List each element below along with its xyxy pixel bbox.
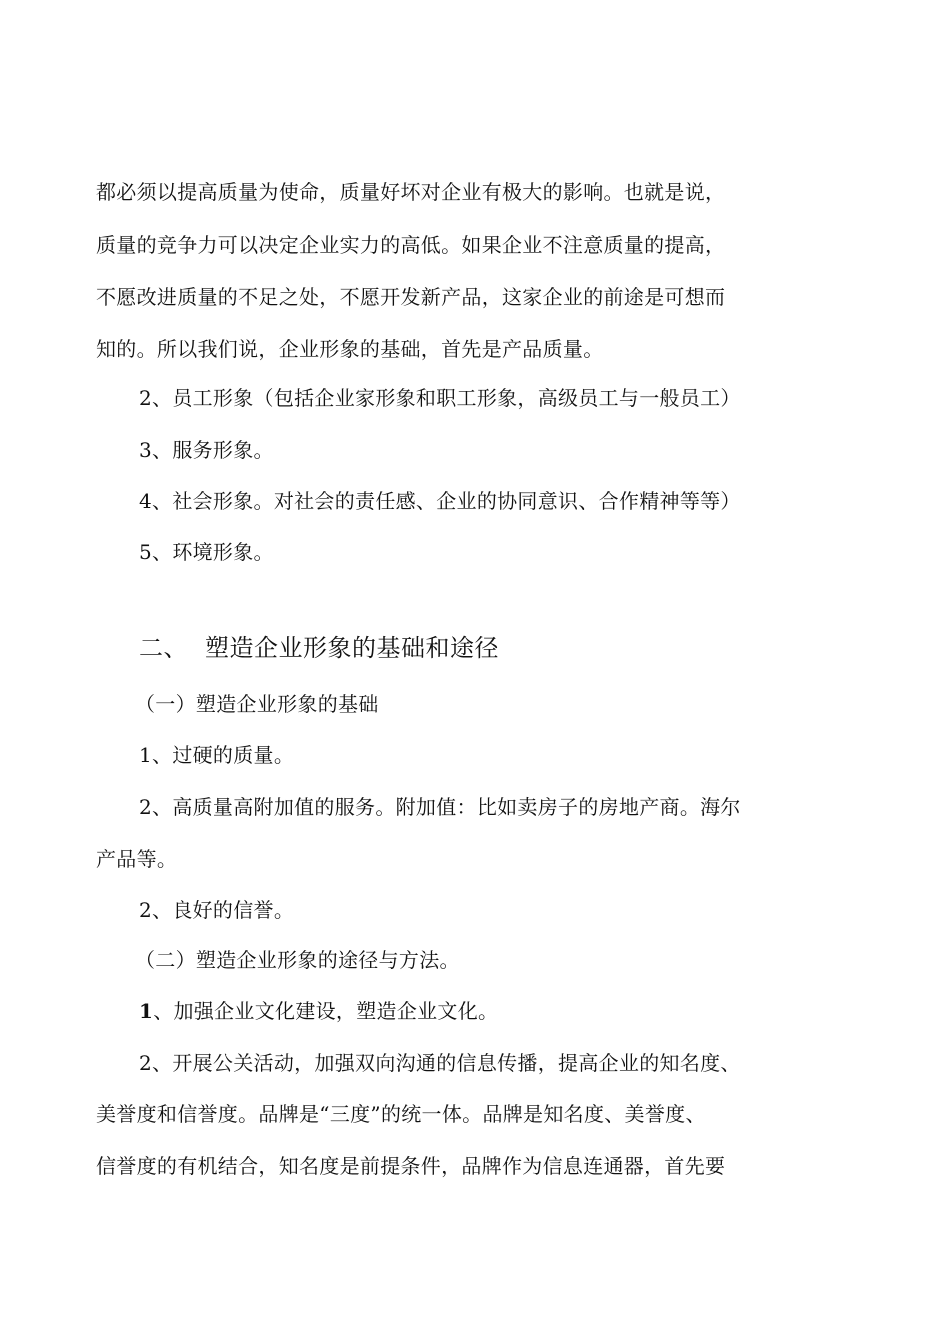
list-item: 4、社会形象。对社会的责任感、企业的协同意识、合作精神等等） [139,489,741,513]
list-item: 5、环境形象。 [139,540,274,564]
list-item-text: 、加强企业文化建设，塑造企业文化。 [153,999,499,1023]
section-title: 塑造企业形象的基础和途径 [205,634,499,662]
list-item: 2、员工形象（包括企业家形象和职工形象，高级员工与一般员工） [139,386,741,410]
list-item: 2、高质量高附加值的服务。附加值：比如卖房子的房地产商。海尔 [139,795,741,819]
section-number: 二、 [139,634,188,662]
paragraph-line: 都必须以提高质量为使命，质量好坏对企业有极大的影响。也就是说， [96,180,726,204]
list-item: 2、开展公关活动，加强双向沟通的信息传播，提高企业的知名度、 [139,1051,741,1075]
list-item-continuation: 产品等。 [96,847,178,871]
subsection-title: （一）塑造企业形象的基础 [135,692,379,716]
list-item-number: 1 [139,999,154,1023]
list-item-continuation: 美誉度和信誉度。品牌是“三度”的统一体。品牌是知名度、美誉度、 [96,1102,706,1126]
list-item: 2、良好的信誉。 [139,898,295,922]
list-item: 1、过硬的质量。 [139,743,295,767]
list-item-continuation: 信誉度的有机结合，知名度是前提条件，品牌作为信息连通器，首先要 [96,1154,726,1178]
list-item: 3、服务形象。 [139,438,274,462]
paragraph-line: 质量的竞争力可以决定企业实力的高低。如果企业不注意质量的提高， [96,233,726,257]
list-item [139,997,839,1025]
subsection-title: （二）塑造企业形象的途径与方法。 [135,948,460,972]
section-heading [139,632,839,664]
paragraph-line: 不愿改进质量的不足之处，不愿开发新产品，这家企业的前途是可想而 [96,285,726,309]
paragraph-line: 知的。所以我们说，企业形象的基础，首先是产品质量。 [96,337,604,361]
